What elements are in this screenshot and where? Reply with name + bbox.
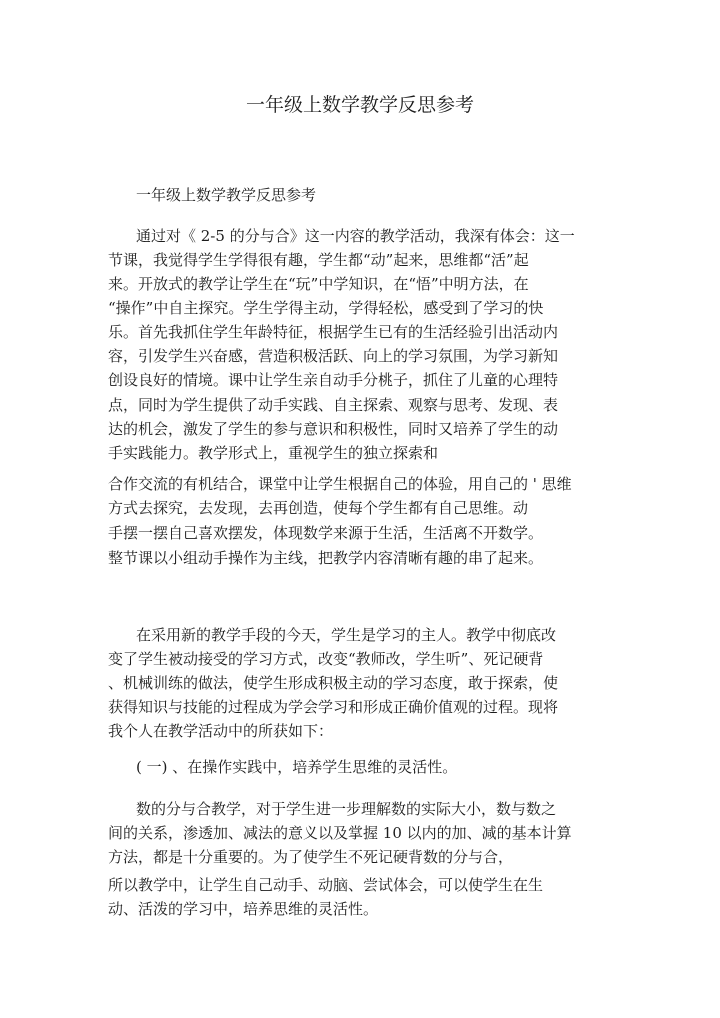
paragraph-line: 所以教学中，让学生自己动手、动脑、尝试体会，可以使学生在生 [108,876,544,894]
paragraph-line: 容，引发学生兴奋感，营造积极活跃、向上的学习氛围，为学习新知 [108,347,559,365]
paragraph-line: 手实践能力。教学形式上，重视学生的独立探索和 [108,444,439,462]
paragraph-line: 数的分与合教学，对于学生进一步理解数的实际大小，数与数之 [136,800,557,818]
paragraph-line: 方式去探究，去发现，去再创造，使每个学生都有自己思维。动 [108,499,529,517]
paragraph-line: 变了学生被动接受的学习方式，改变“教师改，学生听”、死记硬背 [108,650,544,668]
paragraph-line: 间的关系，渗透加、减法的意义以及掌握 10 以内的加、减的基本计算 [108,824,572,842]
paragraph-line: 获得知识与技能的过程成为学会学习和形成正确价值观的过程。现将 [108,698,559,716]
paragraph-line: 方法，都是十分重要的。为了使学生不死记硬背数的分与合， [108,848,514,866]
paragraph-line: 点，同时为学生提供了动手实践、自主探索、观察与思考、发现、表 [108,396,559,414]
paragraph-line: 创设良好的情境。课中让学生亲自动手分桃子，抓住了儿童的心理特 [108,371,559,389]
section-heading: ( 一) 、在操作实践中，培养学生思维的灵活性。 [136,758,458,776]
subtitle: 一年级上数学教学反思参考 [136,186,317,204]
paragraph-line: 达的机会，激发了学生的参与意识和积极性，同时又培养了学生的动 [108,420,559,438]
paragraph-line: 合作交流的有机结合，课堂中让学生根据自己的体验，用自己的 ' 思维 [108,475,572,493]
paragraph-line: 、机械训练的做法，使学生形成积极主动的学习态度，敢于探索，使 [108,674,559,692]
paragraph-line: 来。开放式的教学让学生在“玩”中学知识，在“悟”中明方法，在 [108,275,529,293]
paragraph-line: 手摆一摆自己喜欢摆发，体现数学来源于生活，生活离不开数学。 [108,524,544,542]
paragraph-line: 乐。首先我抓住学生年龄特征，根据学生已有的生活经验引出活动内 [108,323,559,341]
paragraph-line: 在采用新的教学手段的今天，学生是学习的主人。教学中彻底改 [136,626,557,644]
paragraph-line: 整节课以小组动手操作为主线，把教学内容清晰有趣的串了起来。 [108,549,544,567]
paragraph-line: 我个人在教学活动中的所获如下： [108,722,334,740]
paragraph-line: 动、活泼的学习中，培养思维的灵活性。 [108,900,379,918]
paragraph-line: 通过对《 2-5 的分与合》这一内容的教学活动，我深有体会：这一 [136,227,575,245]
paragraph-line: 节课，我觉得学生学得很有趣，学生都“动”起来，思维都“活”起 [108,251,529,269]
paragraph-line: “操作”中自主探究。学生学得主动，学得轻松，感受到了学习的快 [108,299,544,317]
document-title: 一年级上数学教学反思参考 [245,94,474,116]
